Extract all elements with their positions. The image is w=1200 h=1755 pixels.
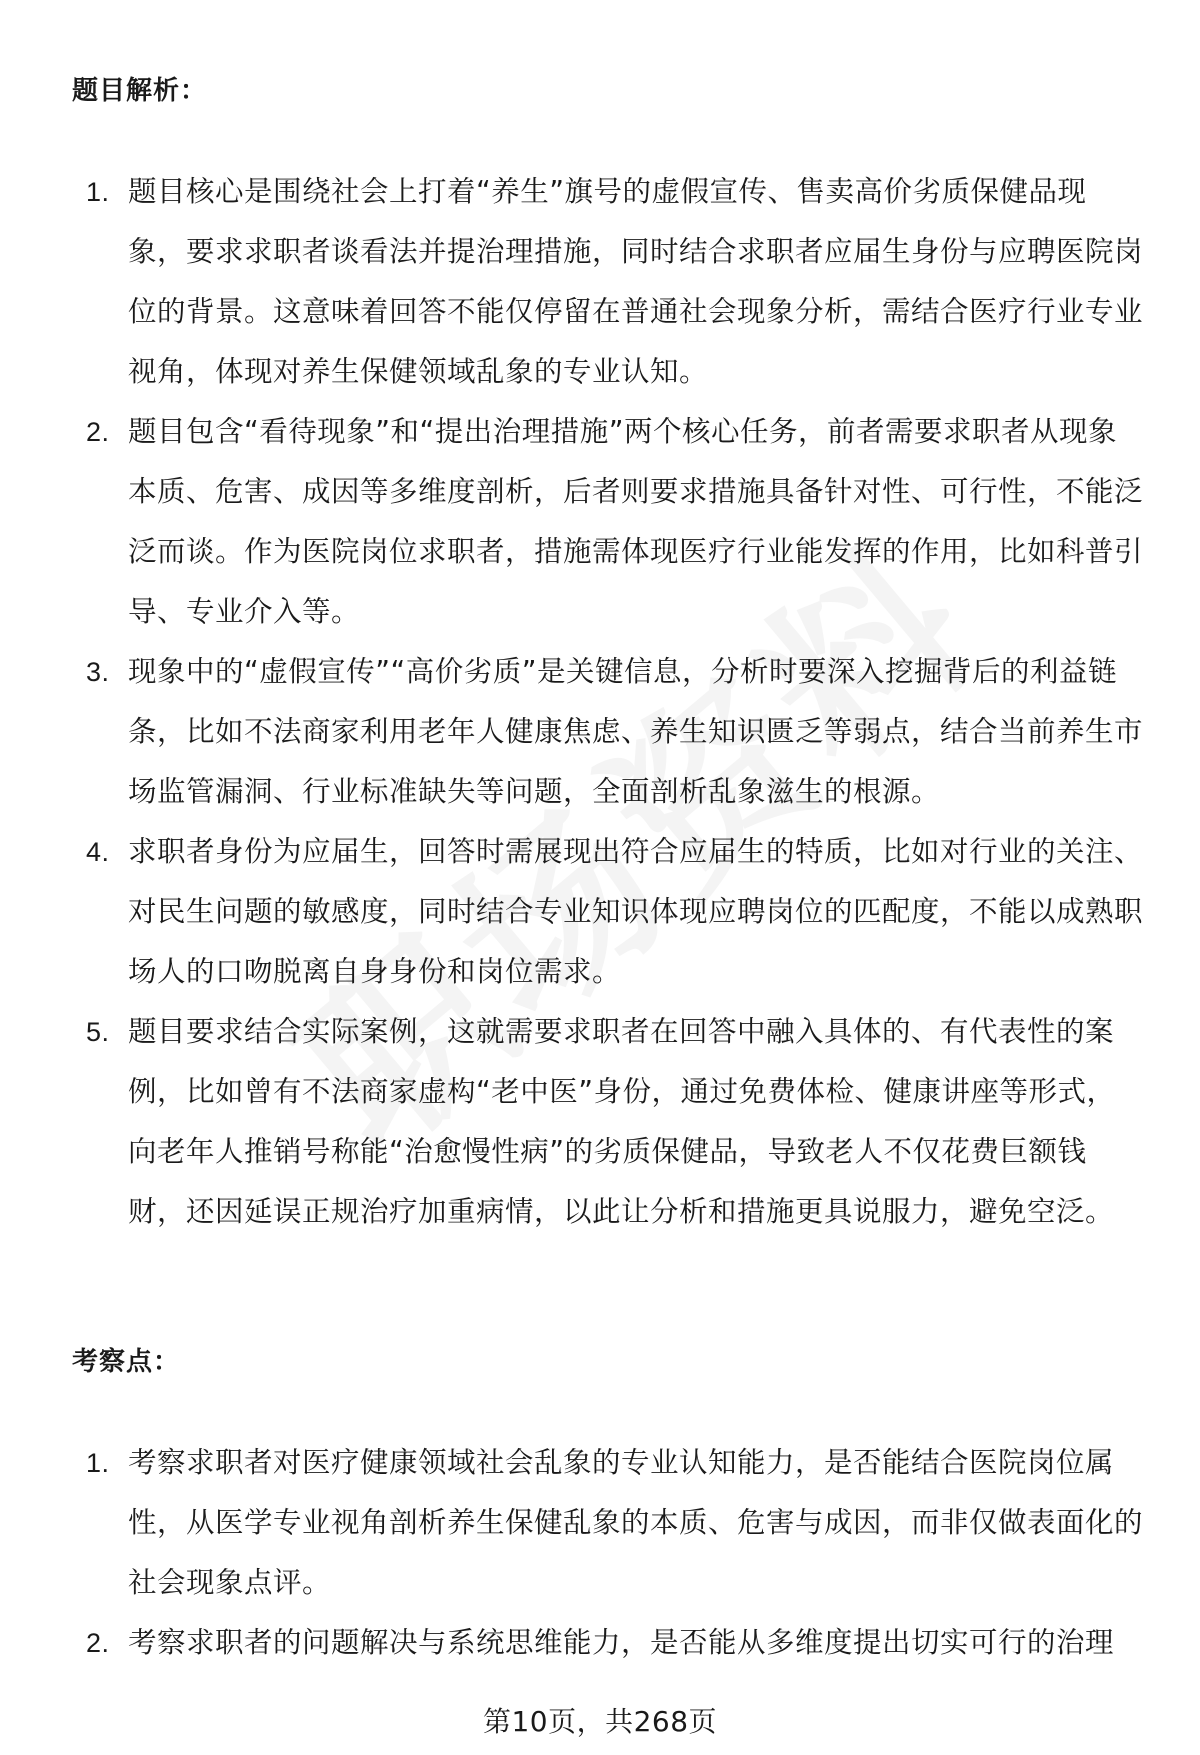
section-title-analysis: 题目解析： [72,76,208,106]
list-item-text: 考察求职者对医疗健康领域社会乱象的专业认知能力，是否能结合医院岗位属性，从医学专业视角剖析养生保健乱象的本质、危害与成因，而非仅做表面化的社会现象点评。 [128,1446,1144,1599]
page-number-footer: 第10页，共268页 [482,1705,718,1738]
list-item [0,1002,1144,1242]
list-item-text: 题目要求结合实际案例，这就需要求职者在回答中融入具体的、有代表性的案例，比如曾有不法商家虚构“老中医”身份，通过免费体检、健康讲座等形式，向老年人推销号称能“治愈慢性病”的劣质保健品，导致老人不仅花费巨额钱财，还因延误正规治疗加重病情，以此让分析和措施更具说服力，避免空泛。 [128,1015,1116,1228]
list-number: 4. [86,837,110,867]
list-item [0,1433,1144,1613]
analysis-list [0,162,1200,1242]
list-number: 1. [86,1448,110,1478]
list-item [0,1613,1144,1673]
list-number: 3. [86,657,110,687]
list-item-text: 现象中的“虚假宣传”“高价劣质”是关键信息，分析时要深入挖掘背后的利益链条，比如不法商家利用老年人健康焦虑、养生知识匮乏等弱点，结合当前养生市场监管漏洞、行业标准缺失等问题，全面剖析乱象滋生的根源。 [128,655,1144,808]
list-item-text: 求职者身份为应届生，回答时需展现出符合应届生的特质，比如对行业的关注、对民生问题的敏感度，同时结合专业知识体现应聘岗位的匹配度，不能以成熟职场人的口吻脱离自身身份和岗位需求。 [128,835,1144,988]
list-number: 2. [86,1628,110,1658]
list-number: 1. [86,177,110,207]
list-item-text: 考察求职者的问题解决与系统思维能力，是否能从多维度提出切实可行的治理 [128,1626,1115,1659]
list-item-text: 题目包含“看待现象”和“提出治理措施”两个核心任务，前者需要求职者从现象本质、危害、成因等多维度剖析，后者则要求措施具备针对性、可行性，不能泛泛而谈。作为医院岗位求职者，措施需体现医疗行业能发挥的作用，比如科普引导、专业介入等。 [128,415,1144,628]
list-item [0,822,1144,1002]
list-item [0,402,1144,642]
list-item [0,642,1144,822]
section-title-assessment: 考察点： [72,1347,181,1377]
assessment-list [0,1433,1200,1673]
list-number: 5. [86,1017,110,1047]
list-item-text: 题目核心是围绕社会上打着“养生”旗号的虚假宣传、售卖高价劣质保健品现象，要求求职者谈看法并提治理措施，同时结合求职者应届生身份与应聘医院岗位的背景。这意味着回答不能仅停留在普通社会现象分析，需结合医疗行业专业视角，体现对养生保健领域乱象的专业认知。 [128,175,1144,388]
list-item [0,162,1144,402]
list-number: 2. [86,417,110,447]
